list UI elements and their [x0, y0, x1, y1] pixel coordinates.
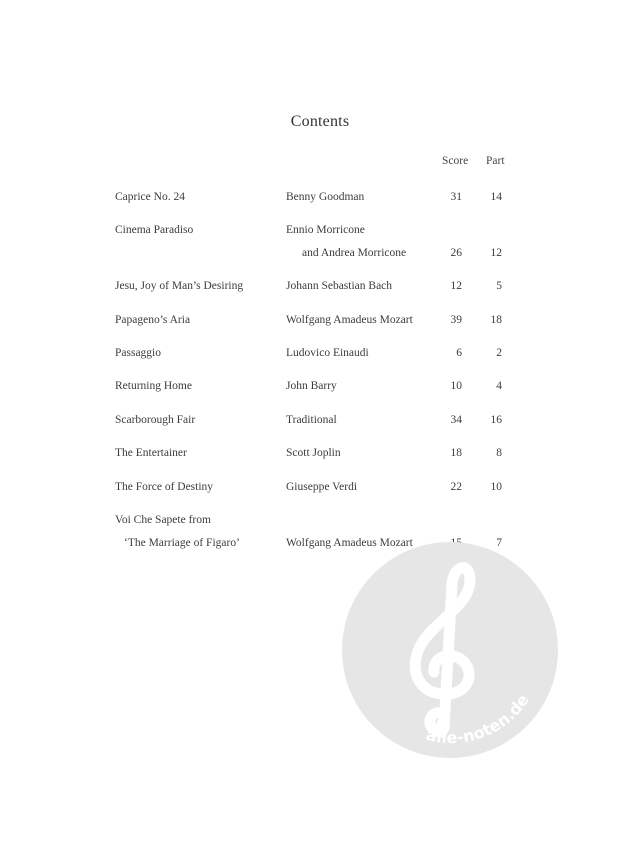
entry-part-page: 14 [490, 191, 502, 203]
entry-composer: Johann Sebastian Bach [286, 280, 393, 292]
entry-composer-line2: and Andrea Morricone [302, 247, 407, 259]
entry-score-page: 34 [450, 414, 462, 426]
score-column-header: Score [442, 155, 469, 167]
entry-composer: Ennio Morricone [286, 224, 365, 236]
entry-score-page: 39 [450, 314, 462, 326]
entry-title: Caprice No. 24 [115, 191, 185, 203]
entry-title: The Force of Destiny [115, 481, 214, 493]
entry-score-page: 31 [450, 191, 462, 203]
entry-part-page: 4 [496, 380, 502, 392]
entry-composer: John Barry [286, 380, 337, 392]
entry-score-page: 10 [450, 380, 462, 392]
entry-composer: Ludovico Einaudi [286, 347, 369, 359]
entry-part-page: 7 [496, 537, 502, 549]
entry-part-page: 8 [496, 447, 502, 459]
entry-part-page: 12 [490, 247, 502, 259]
entry-score-page: 12 [450, 280, 462, 292]
entry-score-page: 22 [450, 481, 462, 493]
entry-composer: Giuseppe Verdi [286, 481, 358, 493]
treble-clef-icon [342, 542, 558, 758]
entry-composer: Wolfgang Amadeus Mozart [286, 537, 413, 549]
part-column-header: Part [486, 155, 505, 167]
entry-composer: Traditional [286, 414, 337, 426]
entry-title: Passaggio [115, 347, 161, 359]
entry-title-line2: ‘The Marriage of Figaro’ [124, 537, 240, 549]
entry-composer: Benny Goodman [286, 191, 365, 203]
entry-title: Papageno’s Aria [115, 314, 191, 326]
entry-composer: Scott Joplin [286, 447, 341, 459]
entry-part-page: 2 [496, 347, 502, 359]
entry-part-page: 16 [490, 414, 502, 426]
entry-title: Jesu, Joy of Man’s Desiring [115, 280, 244, 292]
page-title: Contents [290, 113, 350, 130]
watermark [342, 542, 558, 758]
entry-score-page: 6 [456, 347, 462, 359]
entry-title: Voi Che Sapete from [115, 514, 211, 526]
entry-title: The Entertainer [115, 447, 187, 459]
entry-title: Returning Home [115, 380, 192, 392]
entry-part-page: 5 [496, 280, 502, 292]
entry-part-page: 18 [490, 314, 502, 326]
entry-score-page: 18 [450, 447, 462, 459]
entry-composer: Wolfgang Amadeus Mozart [286, 314, 413, 326]
entry-title: Scarborough Fair [115, 414, 196, 426]
entry-part-page: 10 [490, 481, 502, 493]
watermark-text: alle-noten.de [424, 690, 533, 748]
entry-title: Cinema Paradiso [115, 224, 194, 236]
entry-score-page: 26 [450, 247, 462, 259]
